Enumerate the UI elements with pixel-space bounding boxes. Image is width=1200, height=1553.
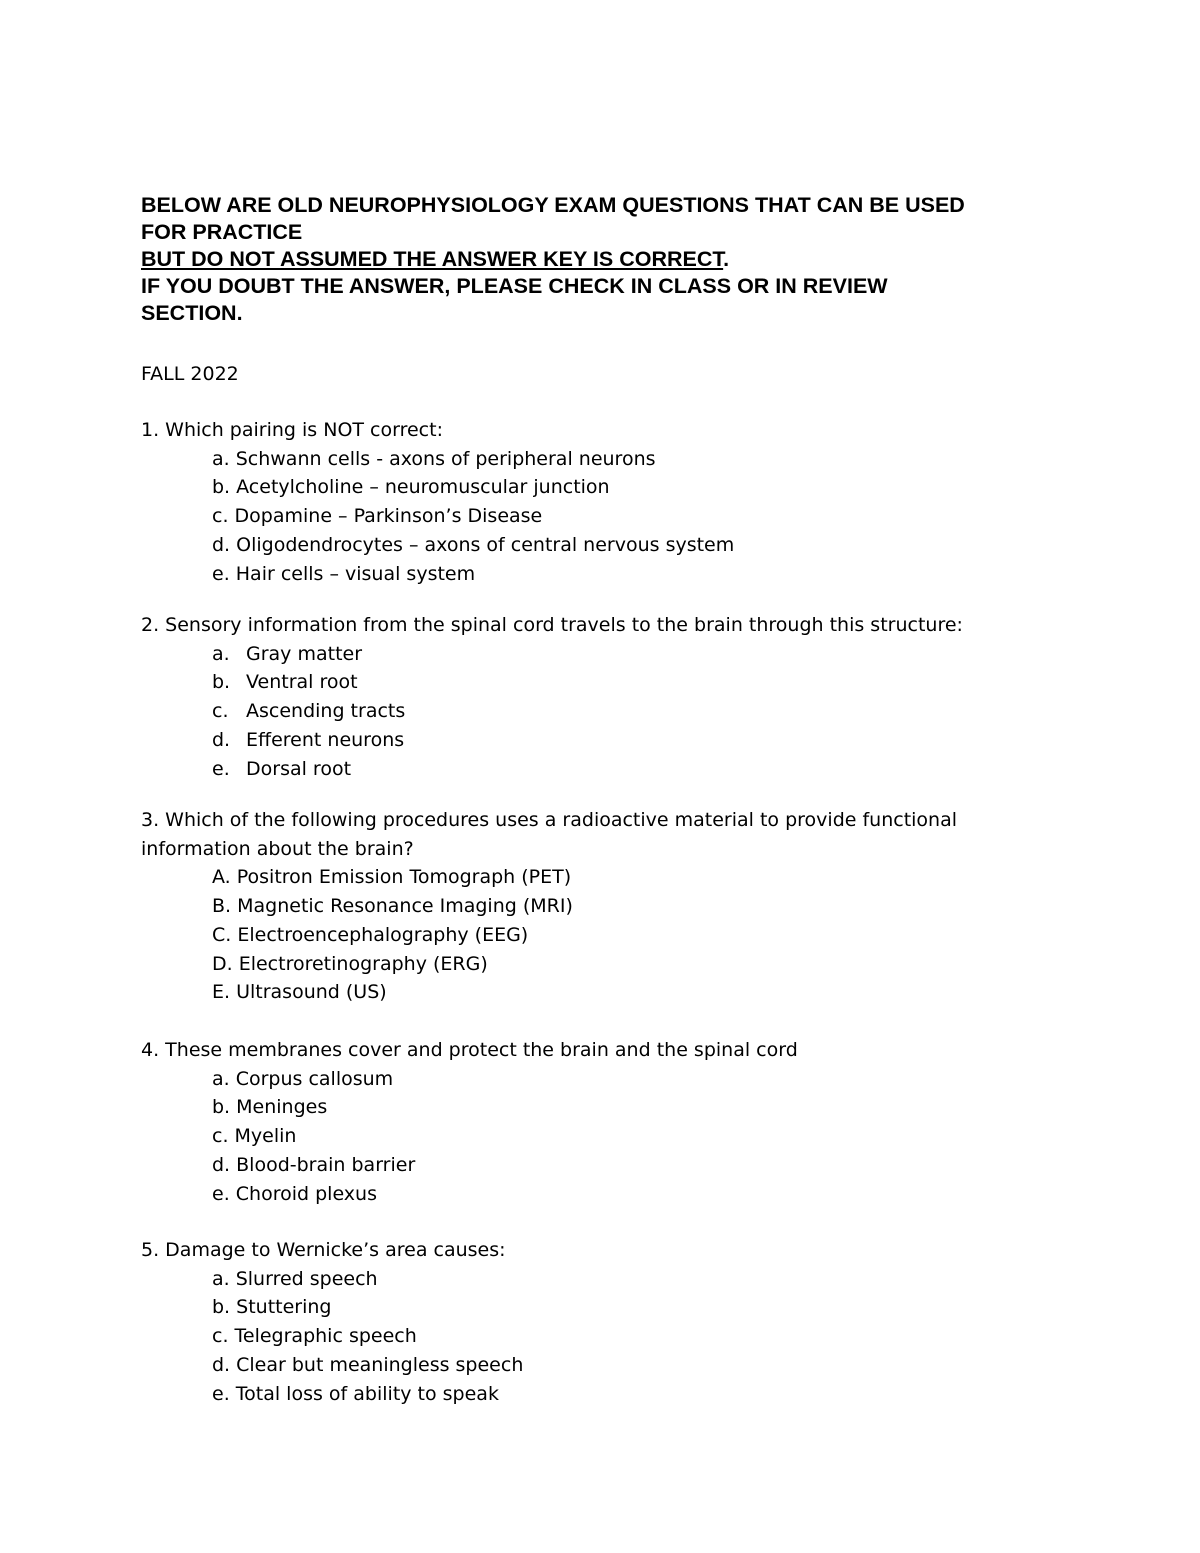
- question-stem: 4. These membranes cover and protect the brain and the spinal cord: [141, 1039, 798, 1061]
- answer-option: d. Oligodendrocytes – axons of central nervous system: [212, 533, 735, 556]
- question-5: [141, 1236, 1081, 1408]
- answer-option: a. Schwann cells - axons of peripheral neurons: [212, 447, 656, 470]
- answer-option: b. Meninges: [212, 1096, 328, 1119]
- answer-option: c. Telegraphic speech: [212, 1325, 417, 1348]
- answer-option: [141, 668, 1081, 697]
- question-stem: 1. Which pairing is NOT correct:: [141, 419, 443, 441]
- answer-option: d. Clear but meaningless speech: [212, 1353, 524, 1376]
- option-letter: c.: [212, 700, 229, 723]
- header-line-2: FOR PRACTICE: [141, 220, 303, 244]
- question-4: [141, 1036, 1081, 1208]
- question-2: [141, 611, 1081, 783]
- option-letter: e.: [212, 757, 230, 780]
- question-stem-line-1: 3. Which of the following procedures uses a radioactive material to provide functional: [141, 809, 958, 831]
- answer-option: A. Positron Emission Tomograph (PET): [212, 866, 572, 889]
- option-text: Ventral root: [246, 671, 358, 694]
- option-text: Ascending tracts: [246, 700, 406, 723]
- document-header: [141, 192, 1081, 327]
- header-line-5: SECTION.: [141, 301, 243, 325]
- option-text: Dorsal root: [246, 757, 352, 780]
- answer-option: c. Dopamine – Parkinson’s Disease: [212, 505, 543, 528]
- answer-option: [141, 640, 1081, 669]
- answer-option: a. Corpus callosum: [212, 1067, 394, 1090]
- answer-option: e. Total loss of ability to speak: [212, 1382, 499, 1405]
- option-letter: a.: [212, 642, 230, 665]
- answer-option: e. Hair cells – visual system: [212, 562, 476, 585]
- question-stem: 5. Damage to Wernicke’s area causes:: [141, 1239, 506, 1261]
- answer-option: e. Choroid plexus: [212, 1182, 377, 1205]
- question-stem-line-2: information about the brain?: [141, 837, 414, 860]
- term-heading: FALL 2022: [141, 363, 239, 385]
- answer-option: [141, 755, 1081, 784]
- answer-option: d. Blood-brain barrier: [212, 1153, 416, 1176]
- answer-option: D. Electroretinography (ERG): [212, 952, 488, 975]
- option-text: Efferent neurons: [246, 728, 405, 751]
- question-3: [141, 806, 1081, 1007]
- answer-option: B. Magnetic Resonance Imaging (MRI): [212, 895, 573, 918]
- header-warning-underlined: BUT DO NOT ASSUMED THE ANSWER KEY IS CORRECT: [141, 247, 724, 271]
- header-warning-period: .: [723, 247, 730, 271]
- answer-option: E. Ultrasound (US): [212, 981, 387, 1004]
- option-letter: d.: [212, 728, 231, 751]
- question-stem: 2. Sensory information from the spinal cord travels to the brain through this structure:: [141, 614, 963, 636]
- answer-option: b. Acetylcholine – neuromuscular junction: [212, 476, 610, 499]
- answer-option: [141, 726, 1081, 755]
- answer-option: c. Myelin: [212, 1125, 297, 1148]
- question-1: [141, 416, 1081, 588]
- answer-option: a. Slurred speech: [212, 1267, 378, 1290]
- header-line-3: [141, 246, 1081, 273]
- answer-option: [141, 697, 1081, 726]
- answer-option: b. Stuttering: [212, 1296, 332, 1319]
- header-line-1: BELOW ARE OLD NEUROPHYSIOLOGY EXAM QUESTIONS THAT CAN BE USED: [141, 193, 965, 217]
- answer-option: C. Electroencephalography (EEG): [212, 923, 529, 946]
- header-line-4: IF YOU DOUBT THE ANSWER, PLEASE CHECK IN CLASS OR IN REVIEW: [141, 274, 888, 298]
- option-letter: b.: [212, 671, 231, 694]
- option-text: Gray matter: [246, 642, 363, 665]
